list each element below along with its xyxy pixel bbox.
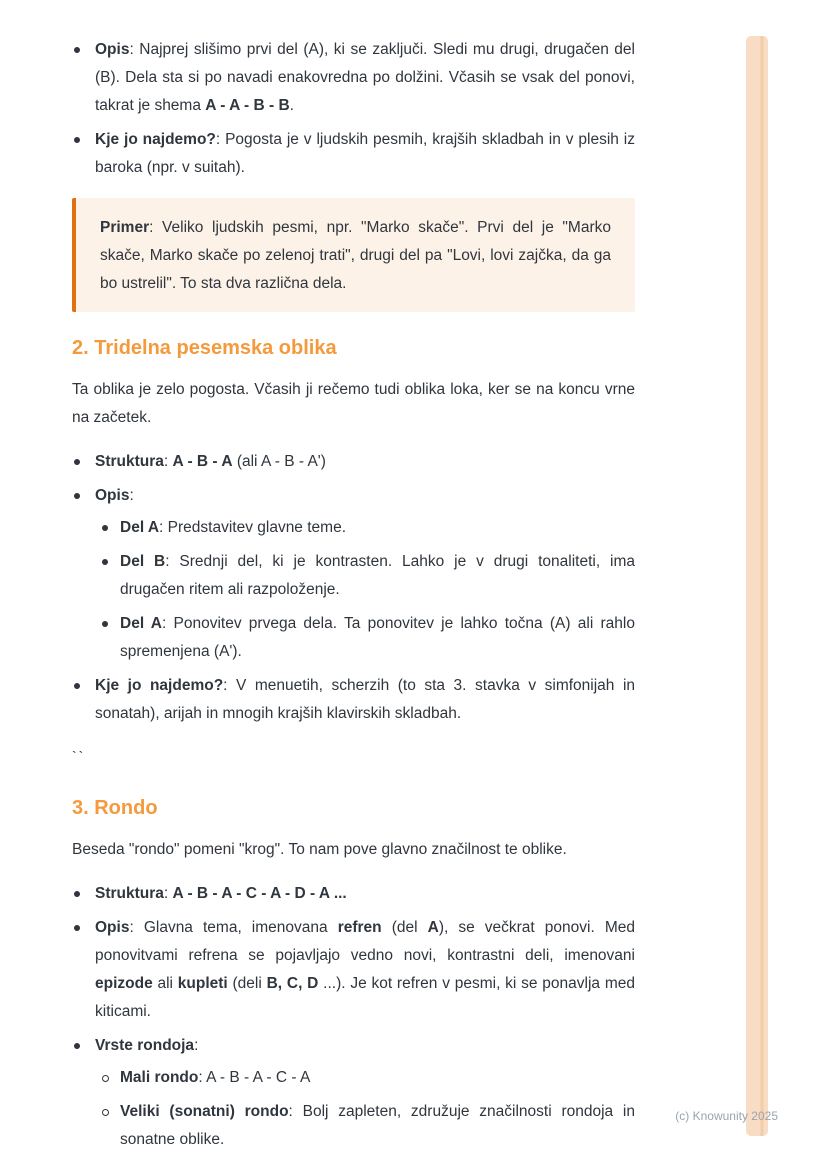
list-item	[100, 514, 635, 542]
document-content	[72, 36, 635, 1154]
list-item-label: Opis:	[95, 487, 134, 504]
list-item	[72, 672, 635, 728]
bullet-dot-icon	[72, 880, 95, 908]
list-item	[72, 482, 635, 666]
list-item-text: Del B: Srednji del, ki je kontrasten. Lahko je v drugi tonaliteti, ima drugačen ritem ali razpoloženje.	[120, 553, 635, 598]
bullet-circle-icon	[100, 1064, 120, 1092]
section-2-intro: Ta oblika je zelo pogosta. Včasih ji rečemo tudi oblika loka, ker se na koncu vrne na začetek.	[72, 381, 635, 426]
list-item	[72, 1032, 635, 1154]
list-item-text	[95, 1032, 635, 1154]
list-item-text: Mali rondo: A - B - A - C - A	[120, 1069, 311, 1086]
list-item	[72, 448, 635, 476]
example-callout	[72, 198, 635, 312]
bullet-dot-icon	[72, 482, 95, 666]
list-item	[100, 1098, 635, 1154]
section-2-bullet-list	[72, 448, 635, 728]
list-item	[100, 610, 635, 666]
bullet-dot-icon	[72, 1032, 95, 1154]
section-3-sub-list	[95, 1064, 635, 1154]
bullet-dot-icon	[100, 610, 120, 666]
bullet-dot-icon	[72, 126, 95, 182]
section-3-bullet-list	[72, 880, 635, 1154]
section-2-sub-list	[95, 514, 635, 666]
list-item-text: Struktura: A - B - A (ali A - B - A')	[95, 453, 326, 470]
list-item	[72, 914, 635, 1026]
section-2-heading: 2. Tridelna pesemska oblika	[72, 337, 337, 359]
bullet-dot-icon	[72, 448, 95, 476]
bullet-dot-icon	[100, 548, 120, 604]
list-item-text: Opis: Najprej slišimo prvi del (A), ki se zaključi. Sledi mu drugi, drugačen del (B). Dela sta si po navadi enakovredna po dolžini. Včasih se vsak del ponovi, takrat je shema A - A - B - B.	[95, 41, 635, 114]
list-item-text: Del A: Ponovitev prvega dela. Ta ponovitev je lahko točna (A) ali rahlo spremenjena (A').	[120, 615, 635, 660]
bullet-circle-icon	[100, 1098, 120, 1154]
list-item-text: Kje jo najdemo?: Pogosta je v ljudskih pesmih, krajših skladbah in v plesih iz baroka (npr. v suitah).	[95, 131, 635, 176]
section-3-heading: 3. Rondo	[72, 797, 158, 819]
list-item-text	[95, 482, 635, 666]
list-item-text: Kje jo najdemo?: V menuetih, scherzih (to sta 3. stavka v simfonijah in sonatah), arijah in mnogih krajših klavirskih skladbah.	[95, 677, 636, 722]
bullet-dot-icon	[100, 514, 120, 542]
list-item-text: Veliki (sonatni) rondo: Bolj zapleten, združuje značilnosti rondoja in sonatne oblike.	[120, 1103, 635, 1148]
footer-credit: (c) Knowunity 2025	[675, 1109, 778, 1123]
bullet-dot-icon	[72, 914, 95, 1026]
list-item	[100, 1064, 635, 1092]
stray-backticks-text: ``	[72, 748, 86, 764]
bullet-dot-icon	[72, 672, 95, 728]
example-text: Primer: Veliko ljudskih pesmi, npr. "Marko skače". Prvi del je "Marko skače, Marko skače po zelenoj trati", drugi del pa "Lovi, lovi zajčka, da ga bo ustrelil". To sta dva različna dela.	[100, 219, 611, 292]
list-item	[72, 36, 635, 120]
list-item-text: Struktura: A - B - A - C - A - D - A ...	[95, 885, 347, 902]
list-item-label: Vrste rondoja:	[95, 1037, 199, 1054]
bullet-dot-icon	[72, 36, 95, 120]
list-item	[100, 548, 635, 604]
page-edge-accent-strip	[746, 36, 768, 1136]
section-1-bullet-list	[72, 36, 635, 182]
list-item	[72, 880, 635, 908]
list-item-text: Opis: Glavna tema, imenovana refren (del A), se večkrat ponovi. Med ponovitvami refrena se pojavljajo vedno novi, kontrastni deli, imenovani epizode ali kupleti (deli B, C, D ...). Je kot refren v pesmi, ki se ponavlja med kiticami.	[95, 919, 635, 1020]
section-3-intro: Beseda "rondo" pomeni "krog". To nam pove glavno značilnost te oblike.	[72, 841, 567, 858]
list-item-text: Del A: Predstavitev glavne teme.	[120, 519, 347, 536]
list-item	[72, 126, 635, 182]
